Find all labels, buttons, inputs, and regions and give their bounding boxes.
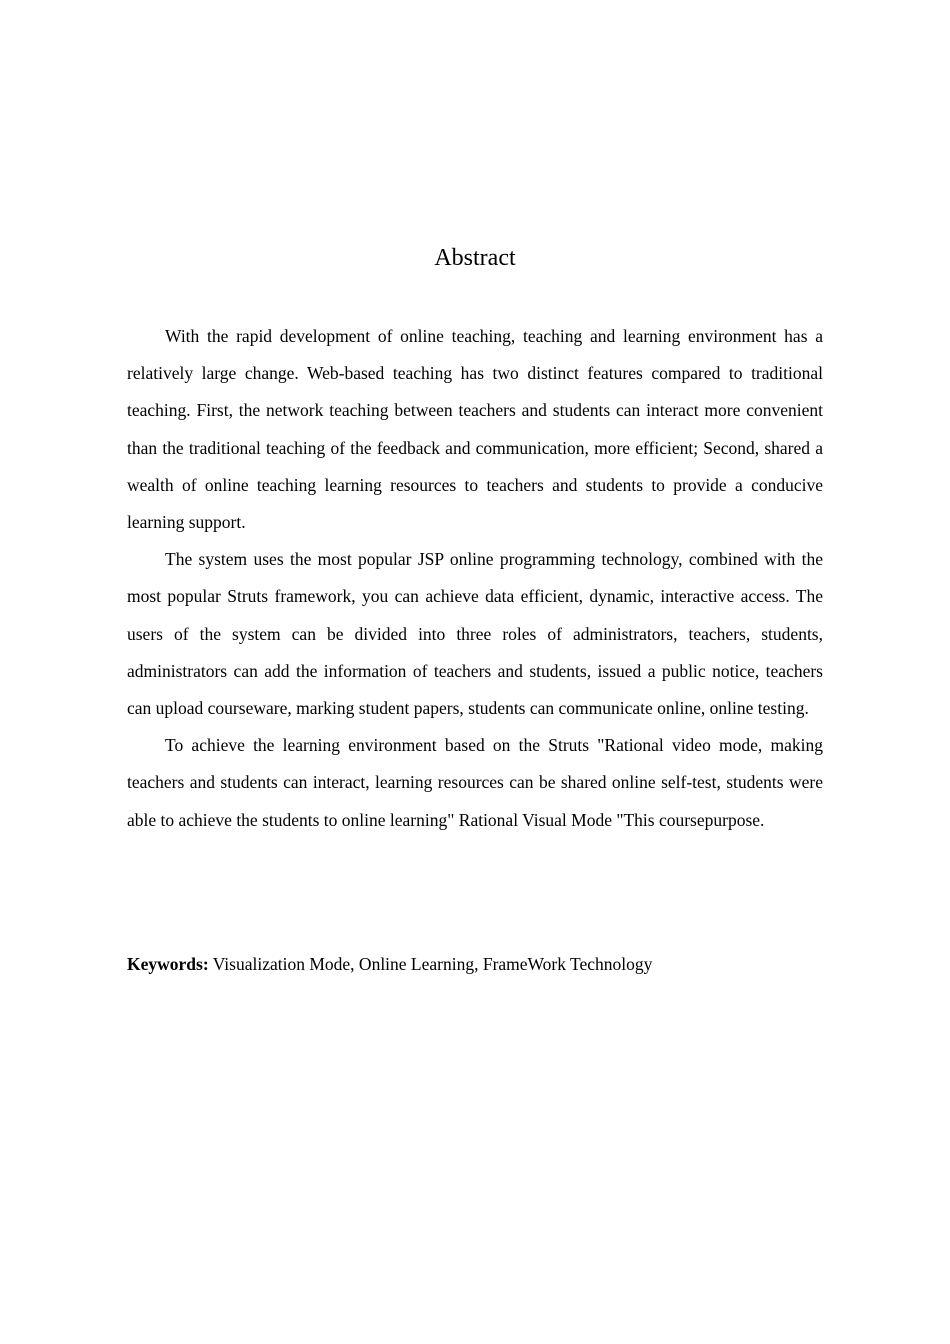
abstract-body: [127, 318, 823, 839]
keywords-text: Visualization Mode, Online Learning, FrameWork Technology: [212, 954, 653, 974]
abstract-paragraph-2: The system uses the most popular JSP online programming technology, combined with the most popular Struts framework, you can achieve data efficient, dynamic, interactive access. The users of the system can be divided into three roles of administrators, teachers, students, administrators can add the information of teachers and students, issued a public notice, teachers can upload courseware, marking student papers, students can communicate online, online testing.: [127, 549, 823, 719]
abstract-paragraph-3: To achieve the learning environment based on the Struts "Rational video mode, making teachers and students can interact, learning resources can be shared online self-test, students were able to achieve the students to online learning" Rational Visual Mode "This coursepurpose.: [127, 735, 823, 830]
abstract-title: Abstract: [434, 245, 516, 271]
keywords-line: [127, 946, 823, 983]
abstract-paragraph-1: With the rapid development of online teaching, teaching and learning environment has a relatively large change. Web-based teaching has two distinct features compared to traditional teaching. First, the network teaching between teachers and students can interact more convenient than the traditional teaching of the feedback and communication, more efficient; Second, shared a wealth of online teaching learning resources to teachers and students to provide a conducive learning support.: [127, 326, 823, 533]
keywords-label: Keywords:: [127, 954, 209, 974]
